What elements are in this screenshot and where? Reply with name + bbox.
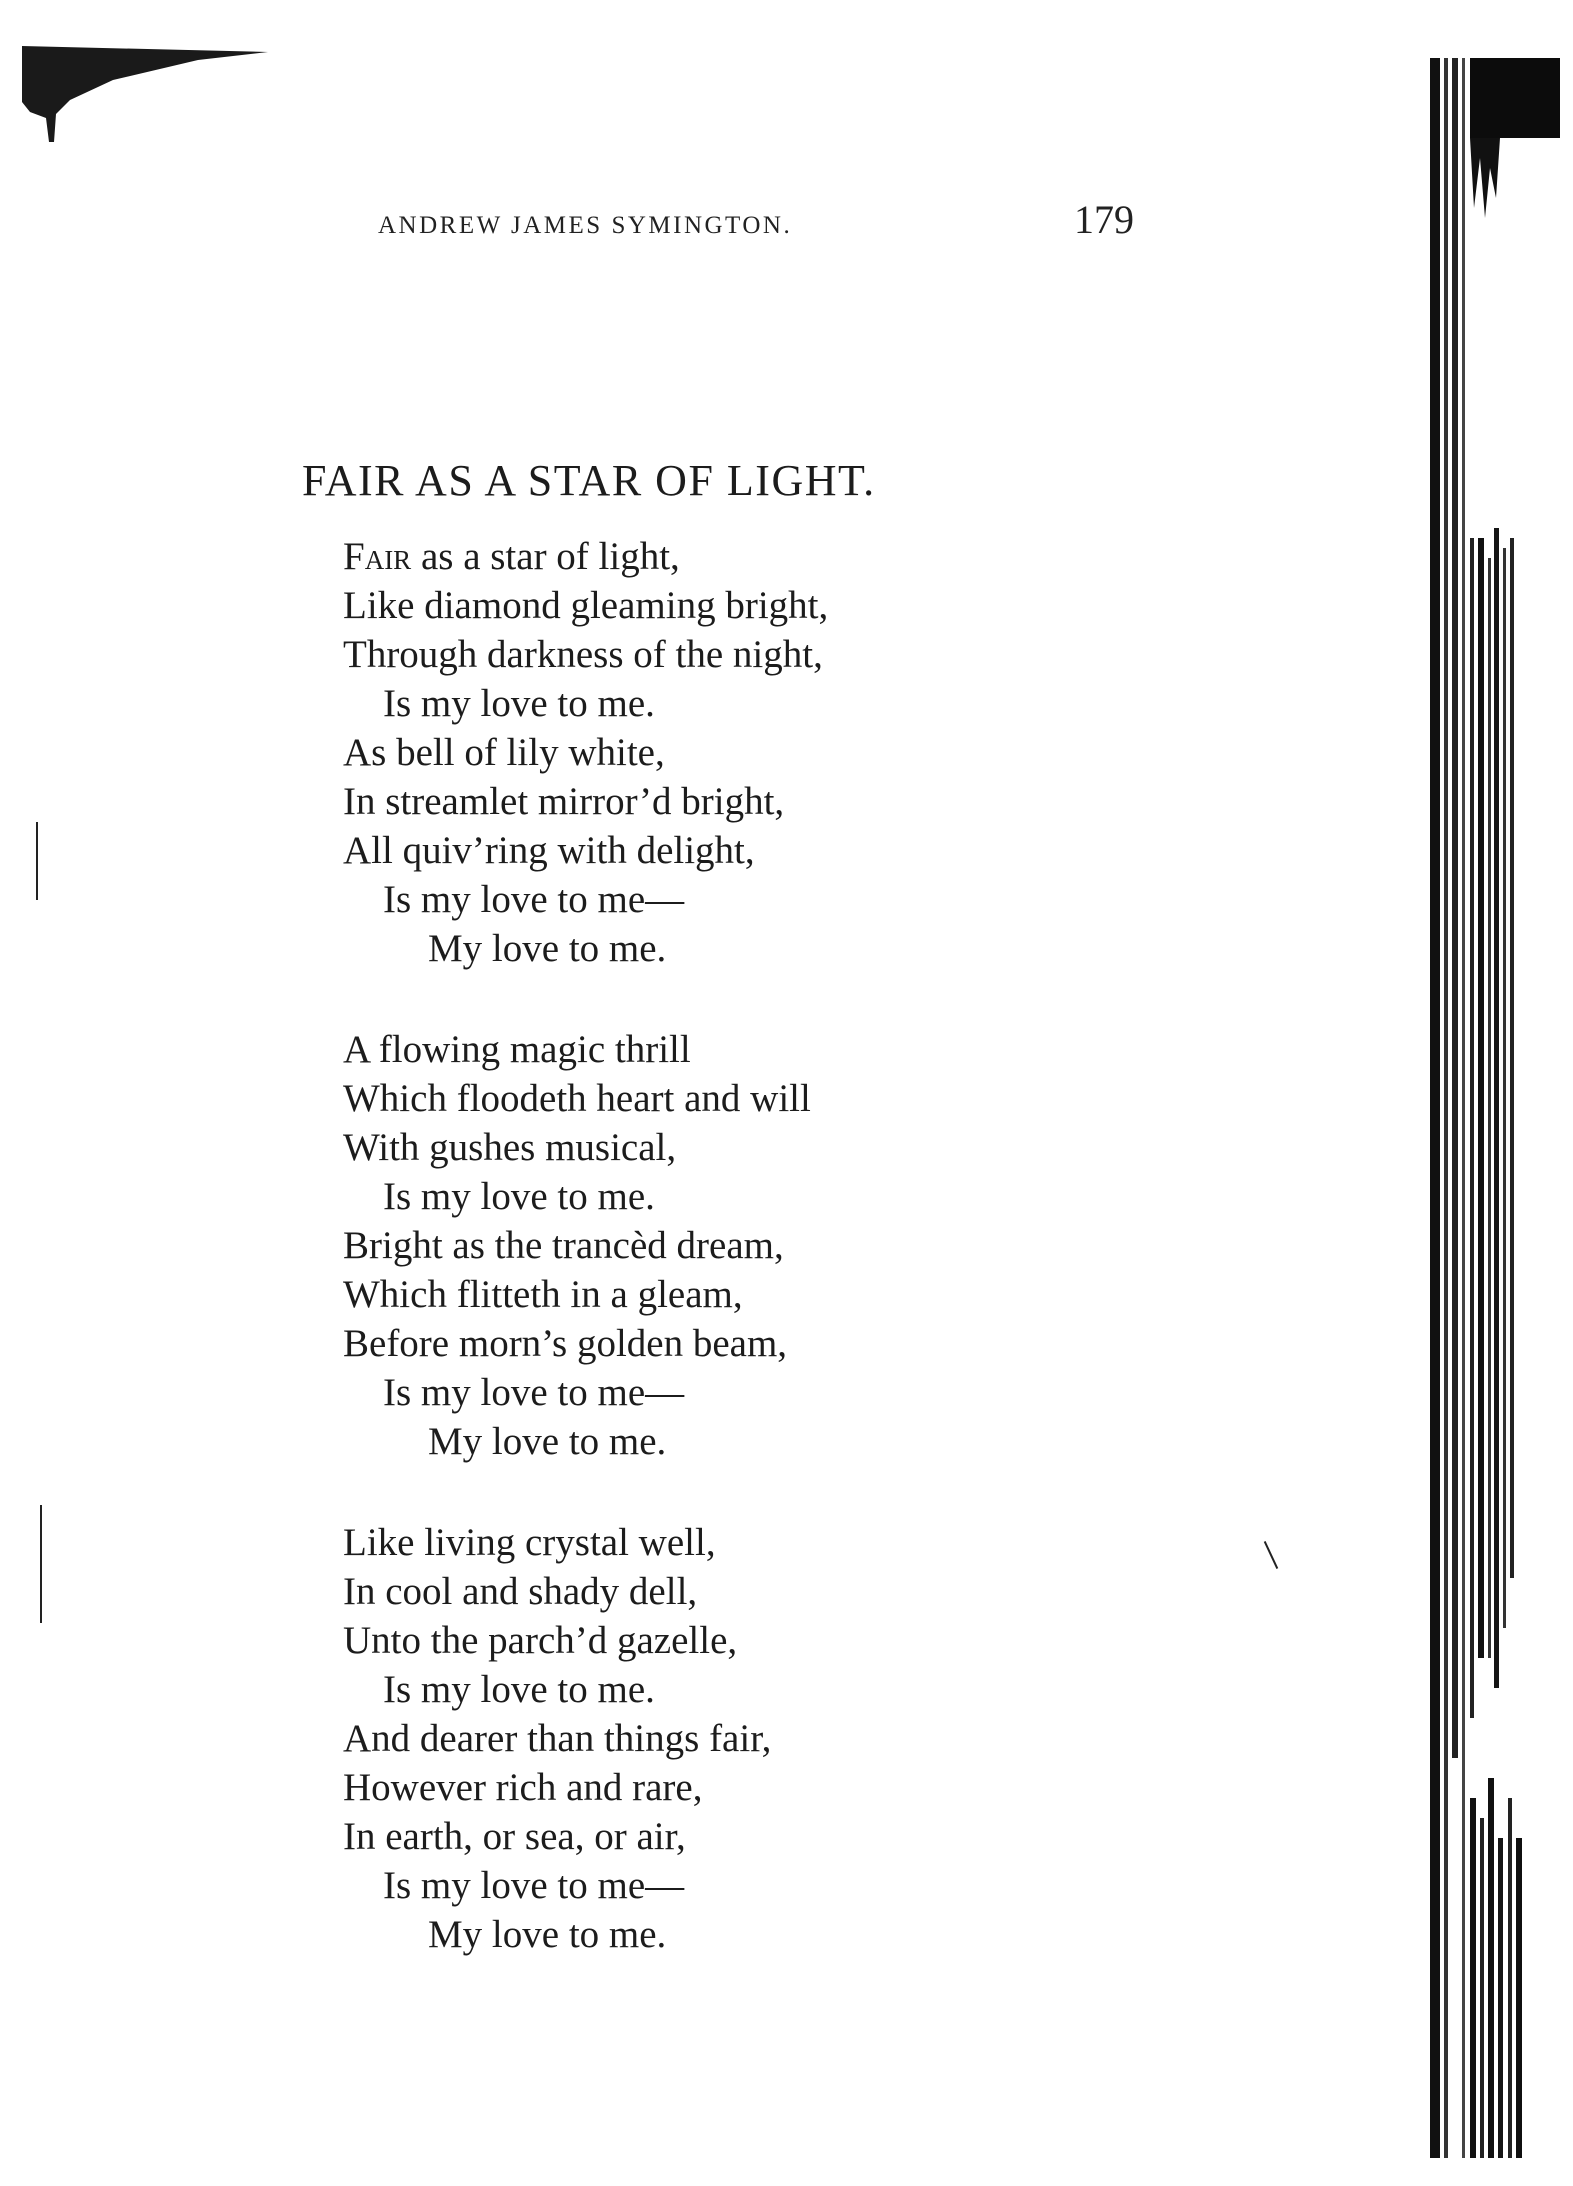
poem-line: Which flitteth in a gleam, (343, 1273, 743, 1316)
scan-mark (1264, 1541, 1278, 1569)
stanza (343, 1025, 811, 1466)
poem-line: In earth, or sea, or air, (343, 1815, 686, 1858)
scan-mark (40, 1505, 42, 1623)
poem-line: As bell of lily white, (343, 731, 665, 774)
poem-line: Before morn’s golden beam, (343, 1322, 788, 1365)
poem-line: Like living crystal well, (343, 1521, 716, 1564)
poem-line: Through darkness of the night, (343, 633, 823, 676)
poem-line-refrain: My love to me. (428, 927, 667, 970)
poem-title: FAIR AS A STAR OF LIGHT. (302, 456, 876, 505)
poem-line: Which floodeth heart and will (343, 1077, 811, 1120)
poem-line: Bright as the trancèd dream, (343, 1224, 784, 1267)
dropcap-word: Fair (343, 535, 412, 578)
ink-blot-artifact (18, 42, 278, 152)
poem-line: However rich and rare, (343, 1766, 703, 1809)
poem-line-refrain: My love to me. (428, 1420, 667, 1463)
poem-line: With gushes musical, (343, 1126, 677, 1169)
running-head (378, 196, 1134, 243)
binding-edge-artifact (1430, 58, 1560, 2158)
poem-line-refrain: My love to me. (428, 1913, 667, 1956)
scan-mark (36, 822, 38, 900)
poem-line-refrain: Is my love to me— (383, 1371, 685, 1414)
poem-line-refrain: Is my love to me— (383, 878, 685, 921)
poem-line: Like diamond gleaming bright, (343, 584, 829, 627)
poem-line: And dearer than things fair, (343, 1717, 772, 1760)
stanza (343, 532, 828, 973)
poem-line: All quiv’ring with delight, (343, 829, 755, 872)
poem-line: Fair as a star of light, (343, 535, 680, 578)
poem-line: Unto the parch’d gazelle, (343, 1619, 738, 1662)
page-number: 179 (1074, 197, 1134, 242)
running-title: ANDREW JAMES SYMINGTON. (378, 212, 793, 239)
poem-line: A flowing magic thrill (343, 1028, 691, 1071)
poem-line-refrain: Is my love to me. (383, 682, 655, 725)
poem-line: In cool and shady dell, (343, 1570, 698, 1613)
poem-line-refrain: Is my love to me. (383, 1668, 655, 1711)
poem-line-refrain: Is my love to me— (383, 1864, 685, 1907)
stanza (343, 1518, 771, 1959)
poem-line-refrain: Is my love to me. (383, 1175, 655, 1218)
poem-line: In streamlet mirror’d bright, (343, 780, 785, 823)
